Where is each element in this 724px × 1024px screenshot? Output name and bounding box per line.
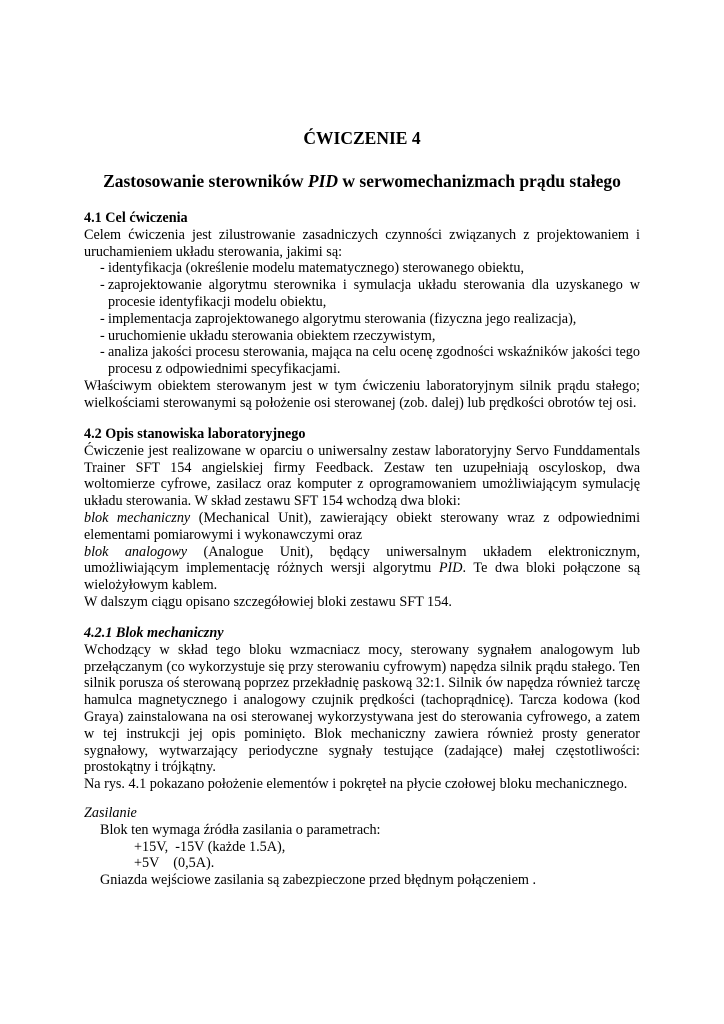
analog-unit-text1: (Analogue Unit), będący uniwersalnym układem elektronicznym, umożliwiającym implementację różnych wersji algorytmu <box>84 543 640 577</box>
analog-unit-desc <box>84 544 640 594</box>
mechanical-unit-desc <box>84 510 640 544</box>
list-item-text: implementacja zaprojektowanego algorytmu sterowania (fizyczna jego realizacja), <box>108 310 577 327</box>
power-line4: Gniazda wejściowe zasilania są zabezpieczone przed błędnym połączeniem . <box>100 872 537 889</box>
section-4-2-1 <box>84 625 640 793</box>
list-item <box>84 344 640 378</box>
section-4-2-closing: W dalszym ciągu opisano szczegółowiej bloki zestawu SFT 154. <box>84 593 452 610</box>
list-dash: - <box>100 327 105 344</box>
section-4-1-closing: Właściwym obiektem sterowanym jest w tym ćwiczeniu laboratoryjnym silnik prądu stałego; wielkościami sterowanymi są położenie osi sterowanej (zob. dalej) lub prędkości obrotów tej osi. <box>84 377 640 411</box>
list-item <box>84 260 640 277</box>
power-heading-wrap <box>84 805 640 822</box>
section-4-1 <box>84 210 640 412</box>
list-dash: - <box>100 344 105 361</box>
list-item-text: analiza jakości procesu sterowania, mająca na celu ocenę zgodności wskaźników jakości tego procesu z odpowiednimi specyfikacjami. <box>108 344 640 378</box>
analog-unit-term: blok analogowy <box>84 543 188 560</box>
power-line2: +15V, -15V (każde 1.5A), <box>134 838 286 855</box>
subtitle-pid: PID <box>307 171 339 191</box>
mechanical-unit-text: (Mechanical Unit), zawierający obiekt sterowany wraz z odpowiednimi elementami pomiarowymi i wykonawczymi oraz <box>84 509 641 543</box>
section-4-2 <box>84 426 640 611</box>
list-dash: - <box>100 260 105 277</box>
list-item <box>84 328 640 345</box>
subtitle-text-before: Zastosowanie sterowników <box>103 171 308 191</box>
power-line3: +5V (0,5A). <box>134 855 215 872</box>
power-line1: Blok ten wymaga źródła zasilania o parametrach: <box>100 821 381 838</box>
section-4-1-intro-line1: Celem ćwiczenia jest zilustrowanie zasadniczych czynności związanych z projektowaniem i <box>84 226 640 243</box>
list-item <box>84 277 640 311</box>
list-item <box>84 311 640 328</box>
section-4-2-para1: Ćwiczenie jest realizowane w oparciu o uniwersalny zestaw laboratoryjny Servo Funddamentals Trainer SFT 154 angielskiej firmy Feedback. Zestaw ten uzupełniają oscyloskop, dwa woltomierze cyfrowe, zasilacz oraz komputer z oprogramowaniem umożliwiającym symulację układu sterowania. W skład zestawu SFT 154 wchodzą dwa bloki: <box>84 442 640 510</box>
analog-unit-pid: PID <box>438 560 463 577</box>
section-4-1-intro-line2: uruchamieniem układu sterowania, jakimi są: <box>84 243 343 260</box>
section-4-1-heading: 4.1 Cel ćwiczenia <box>84 210 188 226</box>
exercise-title: ĆWICZENIE 4 <box>303 128 421 148</box>
list-item-text: uruchomienie układu sterowania obiektem rzeczywistym, <box>108 327 436 344</box>
section-4-2-heading: 4.2 Opis stanowiska laboratoryjnego <box>84 426 306 442</box>
section-4-2-1-para2: Na rys. 4.1 pokazano położenie elementów i pokręteł na płycie czołowej bloku mechanicznego. <box>84 776 628 793</box>
section-4-2-1-heading: 4.2.1 Blok mechaniczny <box>84 625 224 641</box>
list-dash: - <box>100 277 105 294</box>
list-item-text: zaprojektowanie algorytmu sterownika i symulacja układu sterowania dla uzyskanego w procesie identyfikacji modelu obiektu, <box>108 277 640 310</box>
mechanical-unit-term: blok mechaniczny <box>84 509 191 526</box>
exercise-subtitle <box>84 171 640 191</box>
section-4-2-1-heading-wrap <box>84 625 640 642</box>
list-dash: - <box>100 310 105 327</box>
power-heading: Zasilanie <box>84 805 137 821</box>
section-4-2-1-para1: Wchodzący w skład tego bloku wzmacniacz mocy, sterowany sygnałem analogowym lub przełączanym (co wykorzystuje się przy sterowaniu cyfrowym) napędza silnik prądu stałego. Ten silnik porusza oś sterowaną poprzez przekładnię paskową 32:1. Silnik ów napędza również tarczę hamulca magnetycznego i analogowy czujnik prędkości (tachoprądnicę). Tarcza kodowa (kod Graya) zainstalowana na osi sterowanej wykorzystywana jest do sterowania cyfrowego, a zatem w tej instrukcji jej opis pominięto. Blok mechaniczny zawiera również prosty generator sygnałowy, wytwarzający periodyczne sygnały testujące (zadające) małej częstotliwości: prostokątny i trójkątny. <box>84 641 640 776</box>
goals-list <box>84 260 640 378</box>
analog-unit-text2: . Te dwa bloki połączone są wielożyłowym kablem. <box>84 560 640 594</box>
subtitle-text-after: w serwomechanizmach prądu stałego <box>338 171 621 191</box>
power-section <box>84 805 640 889</box>
list-item-text: identyfikacja (określenie modelu matematycznego) sterowanego obiektu, <box>108 260 525 277</box>
